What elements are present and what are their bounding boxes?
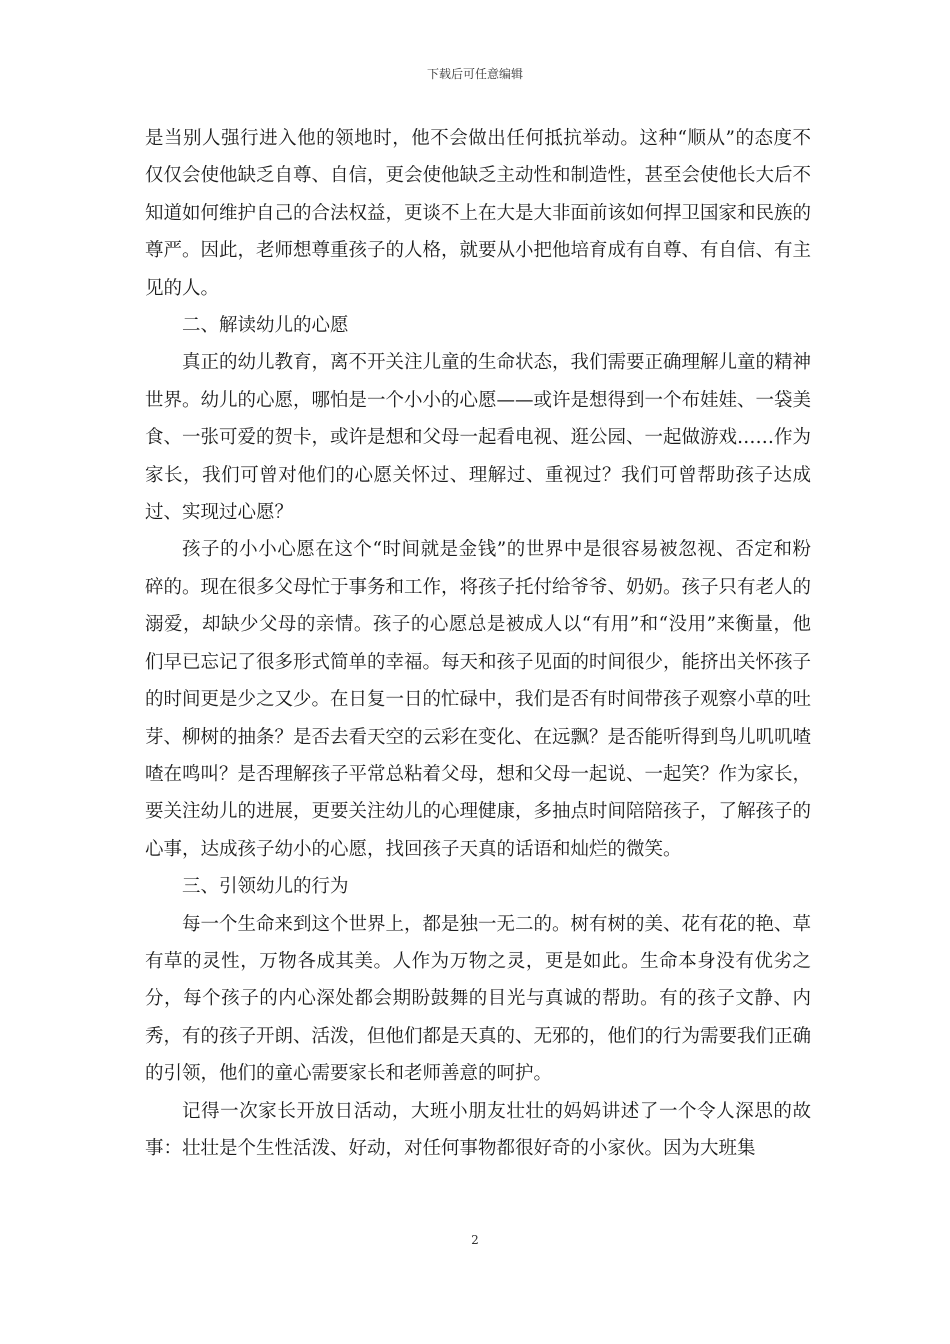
page-number: 2	[471, 1233, 479, 1247]
paragraph: 真正的幼儿教育，离不开关注儿童的生命状态，我们需要正确理解儿童的精神世界。幼儿的心愿，哪怕是一个小小的心愿——或许是想得到一个布娃娃、一袋美食、一张可爱的贺卡，或许是想和父母一起看电视、逛公园、一起做游戏……作为家长，我们可曾对他们的心愿关怀过、理解过、重视过？我们可曾帮助孩子达成过、实现过心愿？	[145, 352, 812, 524]
paragraph-continuation: 是当别人强行进入他的领地时，他不会做出任何抵抗举动。这种“顺从”的态度不仅仅会使他缺乏自尊、自信，更会使他缺乏主动性和制造性，甚至会使他长大后不知道如何维护自己的合法权益，更谈不上在大是大非面前该如何捍卫国家和民族的尊严。因此，老师想尊重孩子的人格，就要从小把他培育成有自尊、有自信、有主见的人。	[145, 128, 812, 299]
paragraph: 记得一次家长开放日活动，大班小朋友壮壮的妈妈讲述了一个令人深思的故事：壮壮是个生性活泼、好动，对任何事物都很好奇的小家伙。因为大班集	[145, 1100, 811, 1159]
document-body	[145, 120, 811, 1167]
page-header: 下载后可任意编辑	[426, 67, 523, 81]
section-heading-3: 三、引领幼儿的行为	[182, 876, 349, 898]
section-heading-2: 二、解读幼儿的心愿	[182, 315, 349, 337]
paragraph: 每一个生命来到这个世界上，都是独一无二的。树有树的美、花有花的艳、草有草的灵性，万物各成其美。人作为万物之灵，更是如此。生命本身没有优劣之分，每个孩子的内心深处都会期盼鼓舞的目光与真诚的帮助。有的孩子文静、内秀，有的孩子开朗、活泼，但他们都是天真的、无邪的，他们的行为需要我们正确的引领，他们的童心需要家长和老师善意的呵护。	[145, 913, 812, 1085]
paragraph: 孩子的小小心愿在这个“时间就是金钱”的世界中是很容易被忽视、否定和粉碎的。现在很多父母忙于事务和工作，将孩子托付给爷爷、奶奶。孩子只有老人的溺爱，却缺少父母的亲情。孩子的心愿总是被成人以“有用”和“没用”来衡量，他们早已忘记了很多形式简单的幸福。每天和孩子见面的时间很少，能挤出关怀孩子的时间更是少之又少。在日复一日的忙碌中，我们是否有时间带孩子观察小草的吐芽、柳树的抽条？是否去看天空的云彩在变化、在远飘？是否能听得到鸟儿叽叽喳喳在鸣叫？是否理解孩子平常总粘着父母，想和父母一起说、一起笑？作为家长，要关注幼儿的进展，更要关注幼儿的心理健康，多抽点时间陪陪孩子，了解孩子的心事，达成孩子幼小的心愿，找回孩子天真的话语和灿烂的微笑。	[145, 539, 812, 860]
